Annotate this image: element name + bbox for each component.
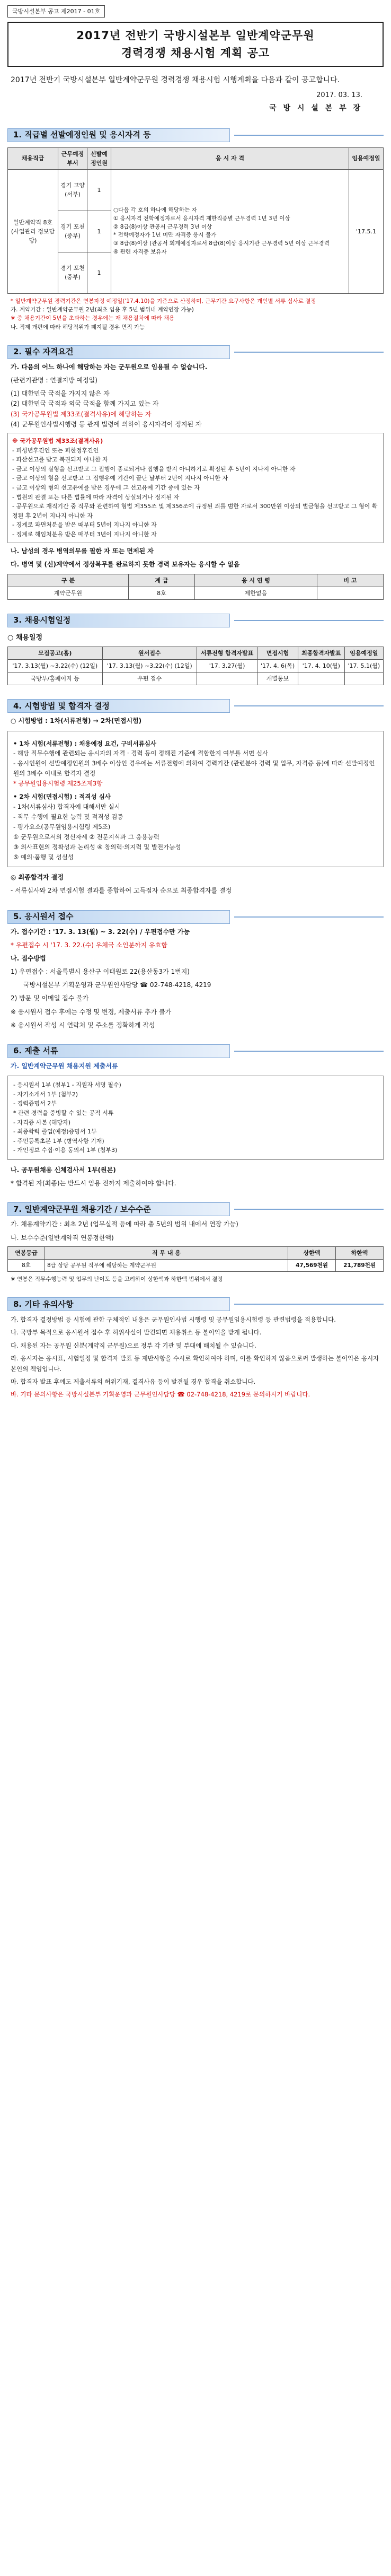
age-col: 비 고 (317, 574, 383, 587)
count-cell: 1 (87, 169, 111, 211)
documents-box (7, 1076, 384, 1160)
list-item: - 파산선고를 받고 복권되지 아니한 자 (12, 456, 108, 464)
list-item: * 관련 경력을 증빙할 수 있는 공적 서류 (13, 1109, 114, 1116)
list-item: - 직무 수행에 필요한 능력 및 적격성 검증 (13, 813, 123, 821)
col-dept: 근무예정부서 (58, 147, 87, 169)
section-2-title: 2. 필수 자격요건 (7, 345, 230, 359)
notice-title-line2: 경력경쟁 채용시험 계획 공고 (121, 46, 270, 59)
section-8-header (7, 1297, 384, 1311)
age-cell (317, 587, 383, 600)
list-item: - 공무원으로 재직기간 중 직무와 관련하여 형법 제355조 및 제356조에 규정된 죄를 범한 자로서 300만원 이상의 벌금형을 선고받고 그 형이 확정된 후 2년이 지나지 아니한 자 (12, 503, 378, 519)
mail-contact: 국방시설본부 기획운영과 군무원인사담당 ☎ 02-748-4218, 4219 (23, 981, 211, 989)
list-item: - 주민등록초본 1부 (병역사항 기재) (13, 1137, 104, 1145)
note-item: 가. 계약기간 : 일반계약군무원 2년(최초 임용 후 5년 범위내 계약연장 가능) (11, 307, 194, 313)
notice-number-tag: 국방시설본부 공고 제2017 - 01호 (7, 5, 105, 18)
final-result-text: - 서류심사와 2차 면접시험 결과를 종합하여 고득점자 순으로 최종합격자를 결정 (11, 887, 232, 895)
disqual-law-box (7, 433, 384, 543)
grade-cell: 일반계약직 8호 (사업관리 정보담당) (8, 169, 58, 293)
list-item: - 피성년후견인 또는 피한정후견인 (12, 447, 99, 454)
notice-title-line1: 2017년 전반기 국방시설본부 일반계약군무원 (76, 29, 315, 42)
section-5-title: 5. 응시원서 접수 (7, 910, 230, 924)
section-1-title: 1. 직급별 선발예정인원 및 응시자격 등 (7, 128, 230, 142)
salary-title: 나. 보수수준(일반계약직 연봉정한액) (11, 1234, 114, 1242)
disqual-intro: 가. 다음의 어느 하나에 해당하는 자는 군무원으로 임용될 수 없습니다. (11, 363, 208, 371)
salary-note: ※ 연봉은 직무수행능력 및 업무의 난이도 등을 고려하여 상한액과 하한액 범위에서 결정 (11, 1276, 223, 1283)
salary-col: 직 무 내 용 (45, 1246, 288, 1259)
salary-col: 상한액 (288, 1246, 336, 1259)
sched-cell (344, 673, 383, 685)
application-method-title: 나. 접수방법 (11, 954, 46, 962)
sched-col: 임용예정일 (344, 647, 383, 660)
list-item: - 자격증 사본 (해당자) (13, 1119, 71, 1126)
list-item: * 공무원임용시험령 제25조제3항 (13, 780, 103, 788)
list-item: 다. 채용된 자는 공무원 신분(계약직 군무원)으로 정부 각 기관 및 부대에 배치될 수 있습니다. (11, 1341, 256, 1349)
list-item: ⑤ 예의·품행 및 성실성 (13, 853, 74, 861)
dept-cell: 경기 포천 (중부) (58, 252, 87, 293)
section-7-header (7, 1202, 384, 1216)
list-item: 나. 국방부 목적으로 응시원서 접수 후 허위사실이 발견되면 채용취소 등 불이익을 받게 됩니다. (11, 1329, 262, 1337)
salary-table (7, 1246, 384, 1272)
appoint-date-cell: '17.5.1 (349, 169, 384, 293)
section-8-title: 8. 기타 유의사항 (7, 1297, 230, 1311)
sched-col: 서류전형 합격자발표 (197, 647, 257, 660)
section-3-title: 3. 채용시험일정 (7, 614, 230, 627)
notice-date: 2017. 03. 13. (316, 91, 362, 99)
list-item: 마. 합격자 발표 후에도 제출서류의 허위기재, 결격사유 등이 발견될 경우 합격을 취소합니다. (11, 1377, 256, 1385)
sched-cell: '17. 3.13(월) ~3.22(수) (12일) (102, 660, 197, 673)
age-cell: 제한없음 (194, 587, 317, 600)
list-item: - 응시원서 1부 (첨부1 - 지원자 서명 필수) (13, 1081, 121, 1089)
sched-cell: '17. 4. 6(목) (257, 660, 298, 673)
dept-cell: 경기 포천 (중부) (58, 211, 87, 252)
sched-cell: '17. 4. 10(월) (298, 660, 345, 673)
application-period-note: * 우편접수 시 '17. 3. 22.(수) 우체국 소인분까지 유효함 (11, 941, 167, 949)
contract-req: 다. 병역 및 (신)계약에서 정상복무를 완료하지 못한 경력 보유자는 응시할 수 없음 (11, 560, 240, 568)
count-cell: 1 (87, 252, 111, 293)
sched-cell: 우편 접수 (102, 673, 197, 685)
medical-cert-note: * 합격된 자(최종)는 반드시 임용 전까지 제출하여야 합니다. (11, 1180, 176, 1187)
list-item: - 평가요소(공무원임용시험령 제5조) (13, 823, 111, 831)
sched-cell: 개별통보 (257, 673, 298, 685)
dept-cell: 경기 고양 (서부) (58, 169, 87, 211)
section-4-header (7, 699, 384, 713)
sched-cell (197, 673, 257, 685)
list-item: - 금고 이상의 형을 선고받고 그 집행유예 기간이 끝난 날부터 2년이 지나지 아니한 자 (12, 475, 228, 482)
list-item: - 징계로 파면처분을 받은 때부터 5년이 지나지 아니한 자 (12, 521, 157, 529)
col-qualification: 응 시 자 격 (111, 147, 349, 169)
note-item: 나. 직제 개편에 따라 해당직위가 폐지될 경우 면직 가능 (11, 324, 145, 330)
sched-cell: '17. 3.27(월) (197, 660, 257, 673)
age-col: 응 시 연 령 (194, 574, 317, 587)
no-visit-note: 2) 방문 및 이메일 접수 불가 (11, 994, 89, 1002)
list-item: - 징계로 해임처분을 받은 때부터 3년이 지나지 아니한 자 (12, 530, 157, 538)
salary-cell: 8호 (8, 1259, 45, 1271)
section-4-title: 4. 시험방법 및 합격자 결정 (7, 699, 230, 713)
selection-table (7, 147, 384, 294)
note-item: ※ 중 채용기간이 5년을 초과하는 경우에는 재 채용절차에 따라 채용 (11, 315, 175, 322)
list-item: - 응시인원이 선발예정인원의 3배수 이상인 경우에는 서류전형에 의하여 경력기간 (관련분야 경력 및 업무, 자격증 등)에 따라 선발예정인원의 3배수 이내로 합격자 결정 (13, 759, 375, 778)
application-period: 가. 접수기간 : '17. 3. 13(월) ~ 3. 22(수) / 우편접수만 가능 (11, 928, 190, 936)
list-item: - 금고 이상의 실형을 선고받고 그 집행이 종료되거나 집행을 받지 아니하기로 확정된 후 5년이 지나지 아니한 자 (12, 465, 296, 473)
list-item: 라. 응시자는 응시표, 시험일정 및 합격자 발표 등 제반사항을 수시로 확인하여야 하며, 이를 확인하지 않음으로써 발생하는 불이익은 응시자 본인의 책임입니다. (11, 1354, 379, 1373)
documents-title: 가. 일반계약군무원 채용지원 제출서류 (11, 1062, 118, 1070)
section-5-header (7, 910, 384, 924)
list-item: - 자기소개서 1부 (첨부2) (13, 1090, 78, 1098)
section-2-header (7, 345, 384, 359)
law-box-title: ※ 국가공무원법 제33조(결격사유) (12, 438, 103, 445)
list-item: - 해당 직무수행에 관련되는 응시자의 자격 · 경력 등이 정해진 기준에 적합한지 여부를 서면 심사 (13, 749, 269, 757)
sched-col: 모집공고(홈) (8, 647, 103, 660)
sched-cell: 국방부/홈페이지 등 (8, 673, 103, 685)
col-count: 선발예정인원 (87, 147, 111, 169)
age-table (7, 574, 384, 600)
section-7-title: 7. 일반계약군무원 채용기간 / 보수수준 (7, 1202, 230, 1216)
sched-col: 원서접수 (102, 647, 197, 660)
notes-list (7, 1314, 384, 1400)
salary-col: 하한액 (336, 1246, 384, 1259)
first-exam-title: • 1차 시험(서류전형) : 채용예정 요건, 구비서류심사 (13, 739, 156, 747)
salary-cell: 21,789천원 (336, 1259, 384, 1271)
final-result-title: ◎ 최종합격자 결정 (11, 874, 64, 881)
schedule-subtitle: ○ 채용일정 (7, 634, 43, 642)
application-note: ※ 응시원서 접수 후에는 수정 및 변경, 제출서류 추가 불가 (11, 1008, 172, 1016)
sched-col: 최종합격자발표 (298, 647, 345, 660)
list-item: ① 군무원으로서의 정신자세 ② 전문지식과 그 응용능력 (13, 833, 159, 841)
second-exam-title: • 2차 시험(면접시험) : 적격성 심사 (13, 793, 111, 801)
col-grade: 채용직급 (8, 147, 58, 169)
application-note: ※ 응시원서 작성 시 연락처 및 주소를 정확하게 작성 (11, 1021, 155, 1029)
list-item: - 금고 이상의 형의 선고유예를 받은 경우에 그 선고유예 기간 중에 있는 자 (12, 484, 200, 492)
list-item: (2) 대한민국 국적과 외국 국적을 함께 가지고 있는 자 (11, 400, 159, 408)
age-cell: 8호 (128, 587, 194, 600)
disqual-list (7, 389, 384, 430)
list-item: 바. 기타 문의사항은 국방시설본부 기획운영과 군무원인사담당 ☎ 02-748-4218, 4219로 문의하시기 바랍니다. (11, 1391, 310, 1399)
age-cell: 계약군무원 (8, 587, 129, 600)
section-1-header (7, 128, 384, 142)
sched-cell (298, 673, 345, 685)
list-item: - 최종학력 졸업(예정)증명서 1부 (13, 1128, 97, 1136)
salary-col: 연봉등급 (8, 1246, 45, 1259)
section-6-header (7, 1044, 384, 1058)
sched-cell: '17. 5.1(월) (344, 660, 383, 673)
list-item: - 경력증명서 2부 (13, 1100, 57, 1107)
list-item: - 법원의 판결 또는 다른 법률에 따라 자격이 상실되거나 정지된 자 (12, 493, 180, 501)
list-item: (1) 대한민국 국적을 가지지 않은 자 (11, 390, 110, 398)
method-box (7, 731, 384, 868)
salary-cell: 8급 상당 공무원 직무에 해당하는 계약군무원 (45, 1259, 288, 1271)
list-item: ③ 의사표현의 정확성과 논리성 ④ 창의력·의지력 및 발전가능성 (13, 843, 181, 851)
sched-cell: '17. 3.13(월) ~3.22(수) (12일) (8, 660, 103, 673)
section-6-title: 6. 제출 서류 (7, 1044, 230, 1058)
method-summary: ○ 시험방법 : 1차(서류전형) → 2차(면접시험) (11, 717, 142, 725)
qualification-cell: ○다음 각 호의 하나에 해당하는 자 ① 응시자격 전학예정자로서 응시자격 제한직종별 근무경력 1년 3년 이상 ② 8급(8)이상 관공서 근무경력 3년 이상 * 전학예정자가 1년 미만 자격증 응시 불가 ③ 8급(8)이상 (관공서 회계예정자로서 8급(8)이상 응시기관 근무경력 5년 이상 근무경력 ④ 관련 자격증 보유자 (111, 169, 349, 293)
list-item: - 개인정보 수집·이용 동의서 1부 (첨부3) (13, 1147, 118, 1154)
salary-cell: 47,569천원 (288, 1259, 336, 1271)
age-col: 구 분 (8, 574, 129, 587)
list-item: - 1차(서류심사) 합격자에 대해서만 실시 (13, 803, 120, 811)
section-3-header (7, 614, 384, 627)
section-1-notes (7, 297, 384, 331)
military-req: 나. 남성의 경우 병역의무를 필한 자 또는 면제된 자 (11, 547, 154, 555)
contract-period: 가. 채용계약기간 : 최초 2년 (업무실적 등에 따라 총 5년의 범위 내에서 연장 가능) (11, 1220, 238, 1228)
schedule-table (7, 647, 384, 685)
age-col: 계 급 (128, 574, 194, 587)
intro-text: 2017년 전반기 국방시설본부 일반계약군무원 경력경쟁 채용시험 시행계획을 다음과 같이 공고합니다. (11, 76, 340, 85)
note-item: * 일반계약군무원 경력기간은 연봉자정 예정일('17.4.10)을 기준으로 산정하며, 근무기간 요구사항은 개인별 서류 심사로 결정 (11, 298, 316, 304)
list-item: 가. 합격자 결정방법 등 시험에 관한 구체적인 내용은 군무원인사법 시행령 및 공무원임용시험령 등 관련법령을 적용합니다. (11, 1316, 336, 1324)
list-item: (3) 국가공무원법 제33조(결격사유)에 해당하는 자 (11, 410, 152, 418)
sched-col: 면접시험 (257, 647, 298, 660)
col-appoint: 임용예정일 (349, 147, 384, 169)
list-item: (4) 군무원인사법시행령 등 관계 법령에 의하여 응시자격이 정지된 자 (11, 420, 202, 428)
count-cell: 1 (87, 211, 111, 252)
medical-cert-title: 나. 공무원채용 신체검사서 1부(원본) (11, 1166, 116, 1174)
notice-title-box (7, 22, 384, 67)
mail-address: 1) 우편접수 : 서울특별시 용산구 이태원로 22(용산동3가 1번지) (11, 968, 190, 976)
issuing-org: 국 방 시 설 본 부 장 (269, 104, 362, 113)
disqual-sub: (관련기관명 : 연결지방 예정일) (11, 377, 97, 385)
